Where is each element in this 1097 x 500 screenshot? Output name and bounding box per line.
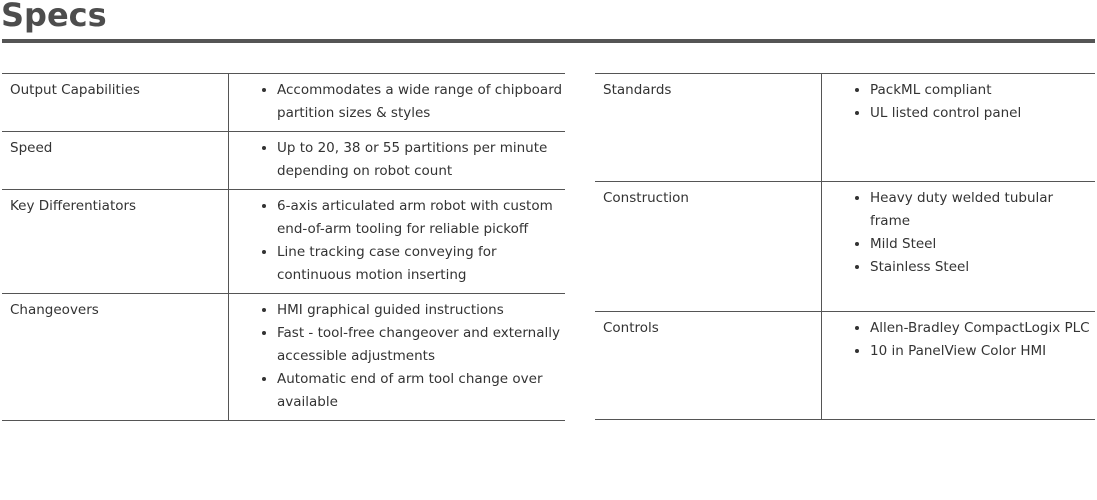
- spec-list: [832, 187, 1095, 279]
- spec-list: [832, 79, 1095, 125]
- spec-label: Standards: [595, 74, 822, 182]
- spec-list-item: • 10 in PanelView Color HMI: [870, 340, 1095, 363]
- spec-list-item: • Automatic end of arm tool change over available: [277, 368, 565, 414]
- spec-value: [822, 74, 1096, 182]
- spec-row-speed: [2, 132, 565, 190]
- spec-label: Changeovers: [2, 294, 229, 421]
- spec-list-item: • Allen-Bradley CompactLogix PLC: [870, 317, 1095, 340]
- spec-row-output-capabilities: [2, 74, 565, 132]
- spec-list-item: • PackML compliant: [870, 79, 1095, 102]
- spec-list-item: • Line tracking case conveying for continuous motion inserting: [277, 241, 565, 287]
- spec-list-item: • Up to 20, 38 or 55 partitions per minute depending on robot count: [277, 137, 565, 183]
- spec-row-key-differentiators: [2, 190, 565, 294]
- spec-list-item: • 6-axis articulated arm robot with custom end-of-arm tooling for reliable pickoff: [277, 195, 565, 241]
- title-divider: [2, 39, 1095, 43]
- spec-list-item: • Accommodates a wide range of chipboard partition sizes & styles: [277, 79, 565, 125]
- spec-value: [229, 294, 566, 421]
- spec-label: Output Capabilities: [2, 74, 229, 132]
- page-title: Specs: [1, 0, 107, 34]
- spec-list-item: • Heavy duty welded tubular frame: [870, 187, 1095, 233]
- spec-row-construction: [595, 182, 1095, 312]
- specs-table-right: [595, 73, 1095, 420]
- spec-list-item: • HMI graphical guided instructions: [277, 299, 565, 322]
- spec-label: Construction: [595, 182, 822, 312]
- spec-list-item: • UL listed control panel: [870, 102, 1095, 125]
- spec-value: [822, 182, 1096, 312]
- spec-list: [832, 317, 1095, 363]
- spec-list-item: • Fast - tool-free changeover and externally accessible adjustments: [277, 322, 565, 368]
- spec-list-item: • Mild Steel: [870, 233, 1095, 256]
- spec-value: [822, 312, 1096, 420]
- spec-list-item: • Stainless Steel: [870, 256, 1095, 279]
- spec-row-changeovers: [2, 294, 565, 421]
- spec-list: [239, 195, 565, 287]
- spec-value: [229, 190, 566, 294]
- spec-value: [229, 74, 566, 132]
- spec-value: [229, 132, 566, 190]
- spec-list: [239, 299, 565, 414]
- spec-list: [239, 137, 565, 183]
- spec-row-controls: [595, 312, 1095, 420]
- spec-row-standards: [595, 74, 1095, 182]
- specs-table-left: [2, 73, 565, 421]
- spec-label: Key Differentiators: [2, 190, 229, 294]
- spec-label: Controls: [595, 312, 822, 420]
- spec-list: [239, 79, 565, 125]
- spec-label: Speed: [2, 132, 229, 190]
